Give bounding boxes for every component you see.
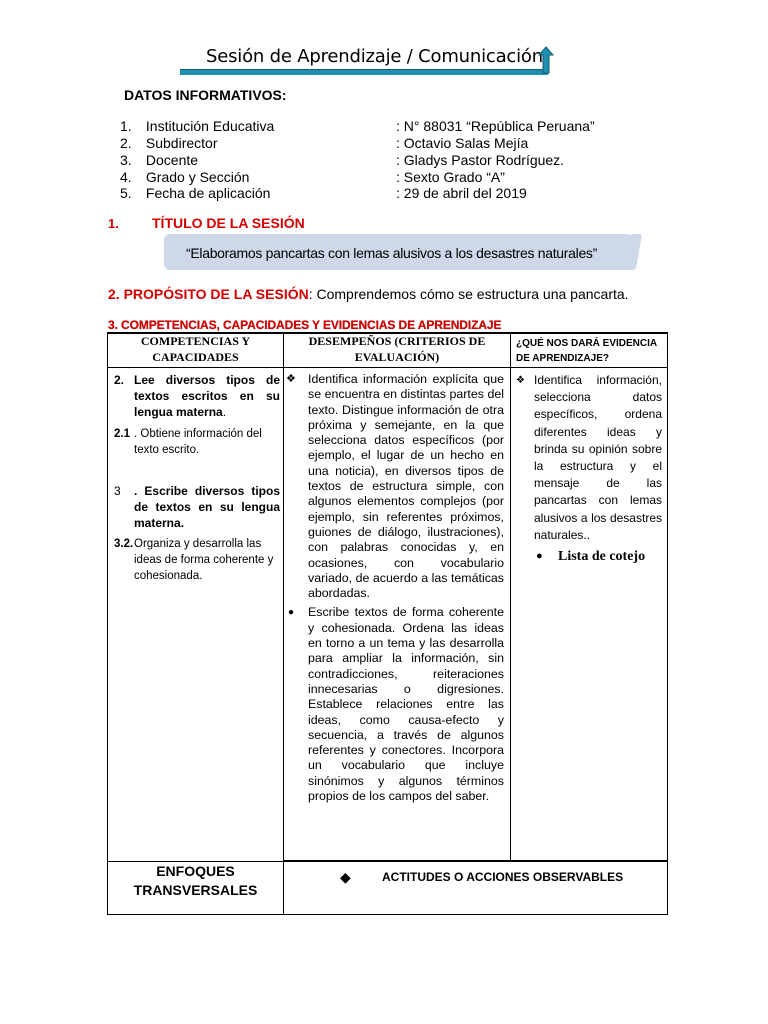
info-label: Subdirector [145,135,218,151]
header-evidencia: ¿QUÉ NOS DARÁ EVIDENCIA DE APRENDIZAJE? [516,338,657,364]
evidence-column [516,372,662,565]
info-row [120,152,565,168]
table-border-left [107,332,108,915]
table-header-divider [107,367,668,368]
diamond-bullet-icon: ❖ [286,373,296,385]
competency-text: Lee diversos tipos de textos escritos en su lengua materna [134,373,280,419]
performance-column [286,372,504,804]
header-competencias: COMPETENCIAS Y CAPACIDADES [140,334,251,364]
capacity-text: Organiza y desarrolla las ideas de forma coherente y cohesionada. [134,538,274,582]
diamond-bullet-icon: ❖ [516,375,525,386]
info-row [120,185,527,201]
info-value: : Gladys Pastor Rodríguez. [396,152,565,168]
info-value: : Sexto Grado “A” [396,169,505,185]
title-underline-bar [180,69,548,75]
info-row [120,135,529,151]
competency-3 [112,483,280,531]
section3-title: 3. COMPETENCIAS, CAPACIDADES Y EVIDENCIAS DE APRENDIZAJE [108,318,502,332]
info-num: 3. [120,152,132,168]
info-label: Institución Educativa [145,118,275,134]
performance-item [286,605,504,804]
performance-text: Escribe textos de forma coherente y cohesionada. Ordena las ideas en torno a un tema y las desarrolla para ampliar la información, sin contradicciones, reiteraciones innecesarias o digresiones. Establece relaciones entre las ideas, como causa-efecto y secuencia, a través de algunos referentes y conectores. Incorpora un vocabulario que incluye sinónimos y algunos términos propios de los campos del saber. [308,605,504,804]
performance-text: Identifica información explícita que se encuentra en distintas partes del texto. Distingue información de otra próxima y semejante, en la que selecciona datos específicos (por ejemplo, el lugar de un hecho en una noticia), en diversos tipos de textos de estructura simple, con algunos elementos complejos (por ejemplo, sin referentes próximos, guiones de diálogo, ilustraciones), con palabras conocidas y, en ocasiones, con vocabulario variado, de acuerdo a las temáticas abordadas. [308,372,504,601]
evidence-item [516,372,662,544]
info-label: Fecha de aplicación [145,185,271,201]
info-num: 5. [120,185,132,201]
competency-end: . [222,405,227,419]
performance-item [286,372,504,601]
table-row-divider [283,860,668,862]
table-col-divider [510,332,511,861]
evidence-text: Identifica información, selecciona datos específicos, ordena diferentes ideas y brinda su opinión sobre la estructura y el mensaje de las pancartas con lemas alusivos a los desastres naturales.. [534,373,662,542]
info-value: : 29 de abril del 2019 [396,185,527,201]
info-label: Docente [145,152,199,168]
info-num: 2. [120,135,132,151]
actitudes-label: ACTITUDES O ACCIONES OBSERVABLES [382,870,624,884]
diamond-marker-icon: ◆ [340,869,351,885]
dot-bullet-icon: ● [536,550,543,563]
section2-label: 2. PROPÓSITO DE LA SESIÓN [108,286,309,302]
capacity-2-1 [112,426,280,458]
section2-purpose [108,286,629,302]
competency-text: . Escribe diversos tipos de textos en su lengua materna. [134,484,280,530]
table-border-right [667,332,668,915]
competency-2 [112,372,280,420]
info-row [120,118,595,134]
info-num: 4. [120,169,132,185]
enfoques-label: ENFOQUES TRANSVERSALES [133,863,258,898]
capacity-3-2 [112,536,280,584]
session-theme: “Elaboramos pancartas con lemas alusivos a los desastres naturales” [186,245,597,261]
competency-number: 2. [114,373,125,387]
evidence-instrument-text: Lista de cotejo [558,549,646,565]
table-col-divider [283,332,284,915]
capacity-number: 3.2. [114,538,134,550]
table-border-bottom [107,914,668,915]
up-arrow-icon [538,46,554,74]
capacity-number: 2.1 [114,428,130,440]
document-title: Sesión de Aprendizaje / Comunicación [206,46,543,67]
info-row [120,169,505,185]
evidence-instrument [516,548,662,565]
competencies-column [112,370,280,584]
section1-number: 1. [108,216,119,231]
competency-number: 3 [114,484,121,498]
dot-bullet-icon: ● [288,607,295,619]
section2-text: : Comprendemos cómo se estructura una pancarta. [308,286,629,302]
info-value: : N° 88031 “República Peruana” [396,118,595,134]
info-label: Grado y Sección [145,169,250,185]
header-desempenos: DESEMPEÑOS (CRITERIOS DE EVALUACIÓN) [308,334,486,364]
info-value: : Octavio Salas Mejía [396,135,529,151]
datos-heading: DATOS INFORMATIVOS: [124,87,287,103]
section1-title: TÍTULO DE LA SESIÓN [152,215,305,231]
info-num: 1. [120,118,132,134]
capacity-text: . Obtiene información del texto escrito. [134,428,262,456]
